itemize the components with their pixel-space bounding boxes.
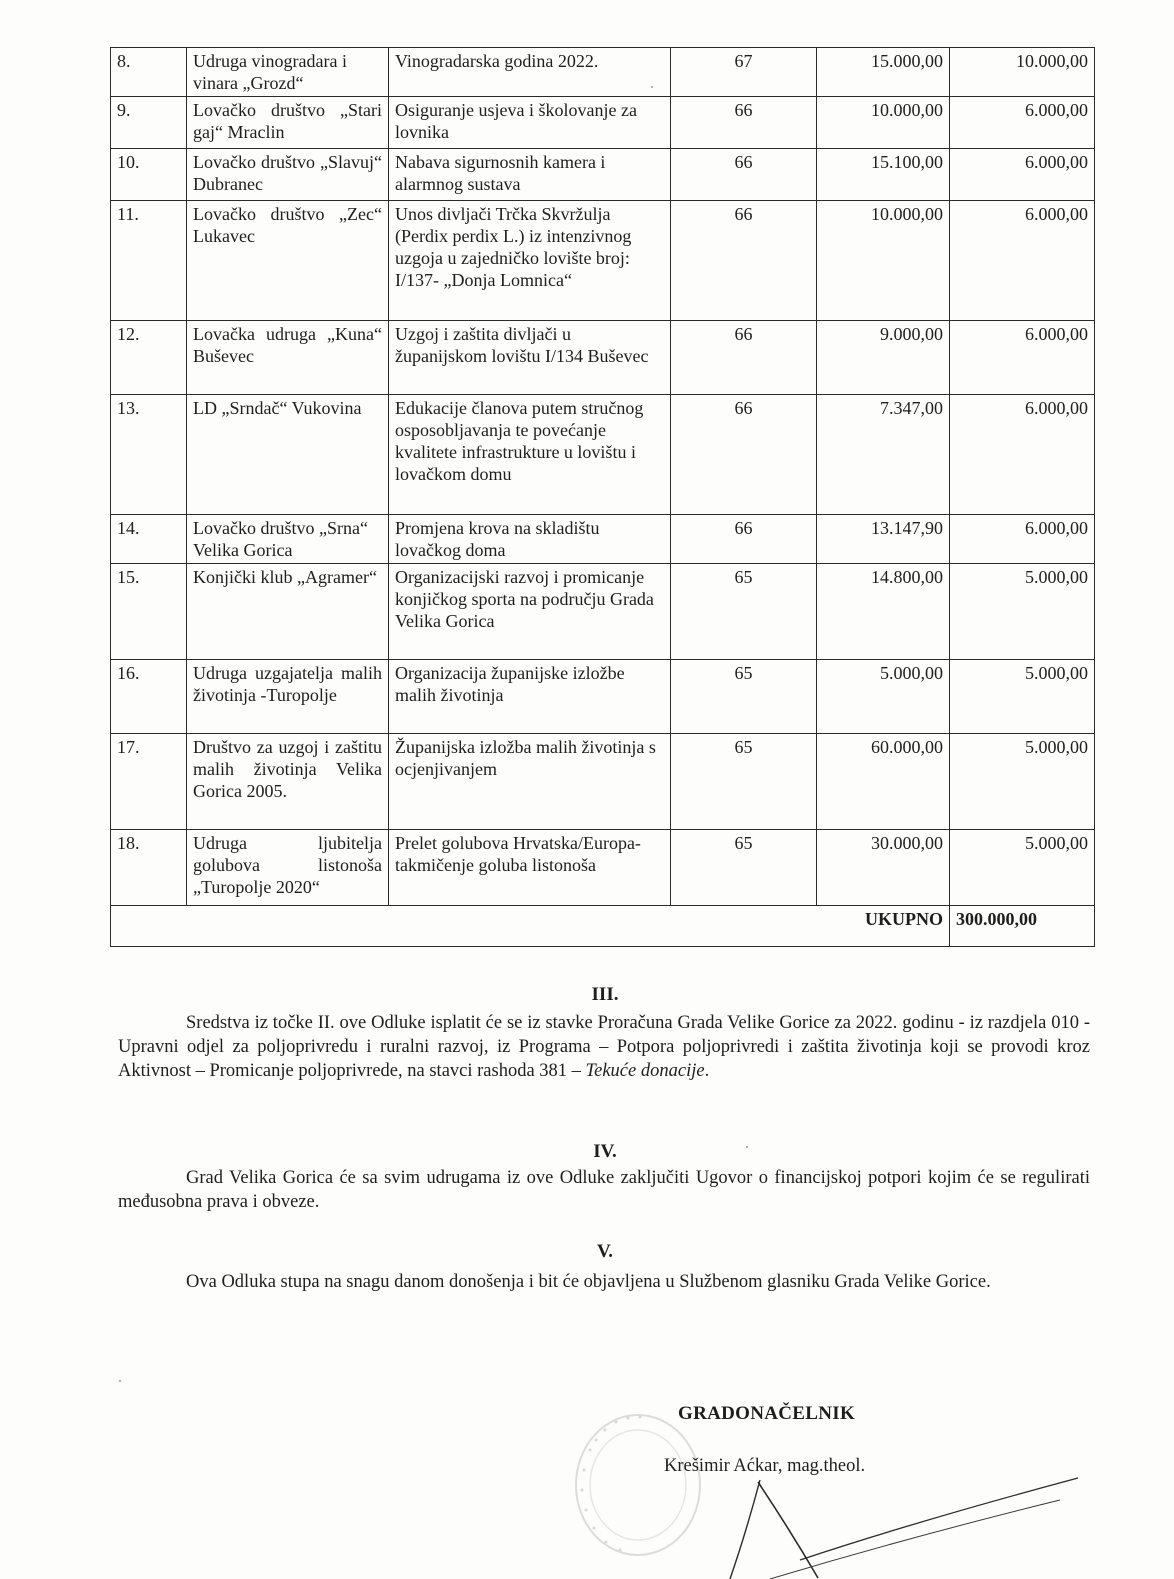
project-title: Osiguranje usjeva i školovanje za lovnika <box>389 97 671 149</box>
approved-amount: 6.000,00 <box>950 515 1095 564</box>
table-row <box>111 149 1095 201</box>
requested-amount: 13.147,90 <box>817 515 950 564</box>
project-title: Nabava sigurnosnih kamera i alarmnog sustava <box>389 149 671 201</box>
row-number: 15. <box>111 564 187 660</box>
requested-amount: 60.000,00 <box>817 734 950 830</box>
requested-amount: 5.000,00 <box>817 660 950 734</box>
requested-amount: 15.000,00 <box>817 48 950 97</box>
table-row <box>111 830 1095 906</box>
section-iii-italic: Tekuće donacije <box>585 1061 705 1081</box>
approved-amount: 6.000,00 <box>950 321 1095 395</box>
approved-amount: 6.000,00 <box>950 395 1095 515</box>
project-title: Promjena krova na skladištu lovačkog doma <box>389 515 671 564</box>
organization-name: Konjički klub „Agramer“ <box>187 564 389 660</box>
requested-amount: 30.000,00 <box>817 830 950 906</box>
section-iii-text <box>118 1011 1090 1083</box>
section-iii-body: Sredstva iz točke II. ove Odluke isplatit će se iz stavke Proračuna Grada Velike Gorice za 2022. godinu - iz razdjela 010 - Upravni odjel za poljoprivredu i ruralni razvoj, iz Programa – Potpora poljoprivredi i zaštita životinja koji se provodi kroz Aktivnost – Promicanje poljoprivrede, na stavci rashoda 381 – <box>118 1013 1090 1081</box>
project-title: Organizacijski razvoj i promicanje konjičkog sporta na području Grada Velika Gorica <box>389 564 671 660</box>
score: 66 <box>671 201 817 321</box>
requested-amount: 15.100,00 <box>817 149 950 201</box>
organization-name: LD „Srndač“ Vukovina <box>187 395 389 515</box>
table-row <box>111 201 1095 321</box>
organization-name: Lovačko društvo „Stari gaj“ Mraclin <box>187 97 389 149</box>
requested-amount: 10.000,00 <box>817 201 950 321</box>
score: 66 <box>671 321 817 395</box>
total-amount: 300.000,00 <box>950 906 1095 947</box>
row-number: 11. <box>111 201 187 321</box>
organization-name: Lovačko društvo „Slavuj“ Dubranec <box>187 149 389 201</box>
approved-amount: 5.000,00 <box>950 734 1095 830</box>
approved-amount: 5.000,00 <box>950 660 1095 734</box>
organization-name: Udruga uzgajatelja malih životinja -Turopolje <box>187 660 389 734</box>
table-row <box>111 515 1095 564</box>
approved-amount: 6.000,00 <box>950 97 1095 149</box>
signatory-name: Krešimir Aćkar, mag.theol. <box>664 1456 866 1476</box>
table-row <box>111 660 1095 734</box>
score: 67 <box>671 48 817 97</box>
row-number: 13. <box>111 395 187 515</box>
table-row <box>111 395 1095 515</box>
project-title: Županijska izložba malih životinja s ocjenjivanjem <box>389 734 671 830</box>
organization-name: Lovačko društvo „Zec“ Lukavec <box>187 201 389 321</box>
scan-speck <box>746 1146 748 1148</box>
table-row <box>111 97 1095 149</box>
section-heading-v: V. <box>596 1241 614 1262</box>
organization-name: Lovačka udruga „Kuna“ Buševec <box>187 321 389 395</box>
table-row <box>111 321 1095 395</box>
approved-amount: 5.000,00 <box>950 830 1095 906</box>
table-row <box>111 48 1095 97</box>
requested-amount: 7.347,00 <box>817 395 950 515</box>
row-number: 16. <box>111 660 187 734</box>
row-number: 9. <box>111 97 187 149</box>
score: 65 <box>671 564 817 660</box>
total-label: UKUPNO <box>111 906 950 947</box>
section-iv-text: Grad Velika Gorica će sa svim udrugama iz ove Odluke zaključiti Ugovor o financijskoj potpori kojim će se regulirati međusobna prava i obveze. <box>118 1168 1090 1212</box>
section-iii-end: . <box>704 1061 710 1081</box>
project-title: Prelet golubova Hrvatska/Europa- takmičenje goluba listonoša <box>389 830 671 906</box>
grants-table <box>110 47 1095 947</box>
scan-speck <box>651 86 653 88</box>
score: 66 <box>671 395 817 515</box>
score: 66 <box>671 97 817 149</box>
score: 66 <box>671 515 817 564</box>
scan-speck <box>119 1380 121 1382</box>
requested-amount: 14.800,00 <box>817 564 950 660</box>
table-row <box>111 734 1095 830</box>
score: 66 <box>671 149 817 201</box>
row-number: 8. <box>111 48 187 97</box>
section-heading-iii: III. <box>591 984 619 1005</box>
project-title: Edukacije članova putem stručnog osposobljavanja te povećanje kvalitete infrastrukture u lovištu i lovačkom domu <box>389 395 671 515</box>
requested-amount: 10.000,00 <box>817 97 950 149</box>
requested-amount: 9.000,00 <box>817 321 950 395</box>
project-title: Organizacija županijske izložbe malih životinja <box>389 660 671 734</box>
organization-name: Lovačko društvo „Srna“ Velika Gorica <box>187 515 389 564</box>
row-number: 14. <box>111 515 187 564</box>
organization-name: Udruga ljubitelja golubova listonoša „Turopolje 2020“ <box>187 830 389 906</box>
organization-name: Udruga vinogradara i vinara „Grozd“ <box>187 48 389 97</box>
signature-title: GRADONAČELNIK <box>678 1403 856 1424</box>
row-number: 10. <box>111 149 187 201</box>
row-number: 17. <box>111 734 187 830</box>
total-row <box>111 906 1095 947</box>
organization-name: Društvo za uzgoj i zaštitu malih životinja Velika Gorica 2005. <box>187 734 389 830</box>
section-heading-iv: IV. <box>593 1141 617 1162</box>
approved-amount: 10.000,00 <box>950 48 1095 97</box>
section-v-text: Ova Odluka stupa na snagu danom donošenja i bit će objavljena u Službenom glasniku Grada Velike Gorice. <box>186 1272 991 1292</box>
row-number: 18. <box>111 830 187 906</box>
score: 65 <box>671 660 817 734</box>
score: 65 <box>671 830 817 906</box>
project-title: Vinogradarska godina 2022. <box>389 48 671 97</box>
approved-amount: 6.000,00 <box>950 201 1095 321</box>
row-number: 12. <box>111 321 187 395</box>
project-title: Uzgoj i zaštita divljači u županijskom lovištu I/134 Buševec <box>389 321 671 395</box>
table-row <box>111 564 1095 660</box>
score: 65 <box>671 734 817 830</box>
approved-amount: 5.000,00 <box>950 564 1095 660</box>
handwritten-signature <box>700 1470 1080 1579</box>
approved-amount: 6.000,00 <box>950 149 1095 201</box>
project-title: Unos divljači Trčka Skvržulja (Perdix perdix L.) iz intenzivnog uzgoja u zajedničko lovište broj: I/137- „Donja Lomnica“ <box>389 201 671 321</box>
